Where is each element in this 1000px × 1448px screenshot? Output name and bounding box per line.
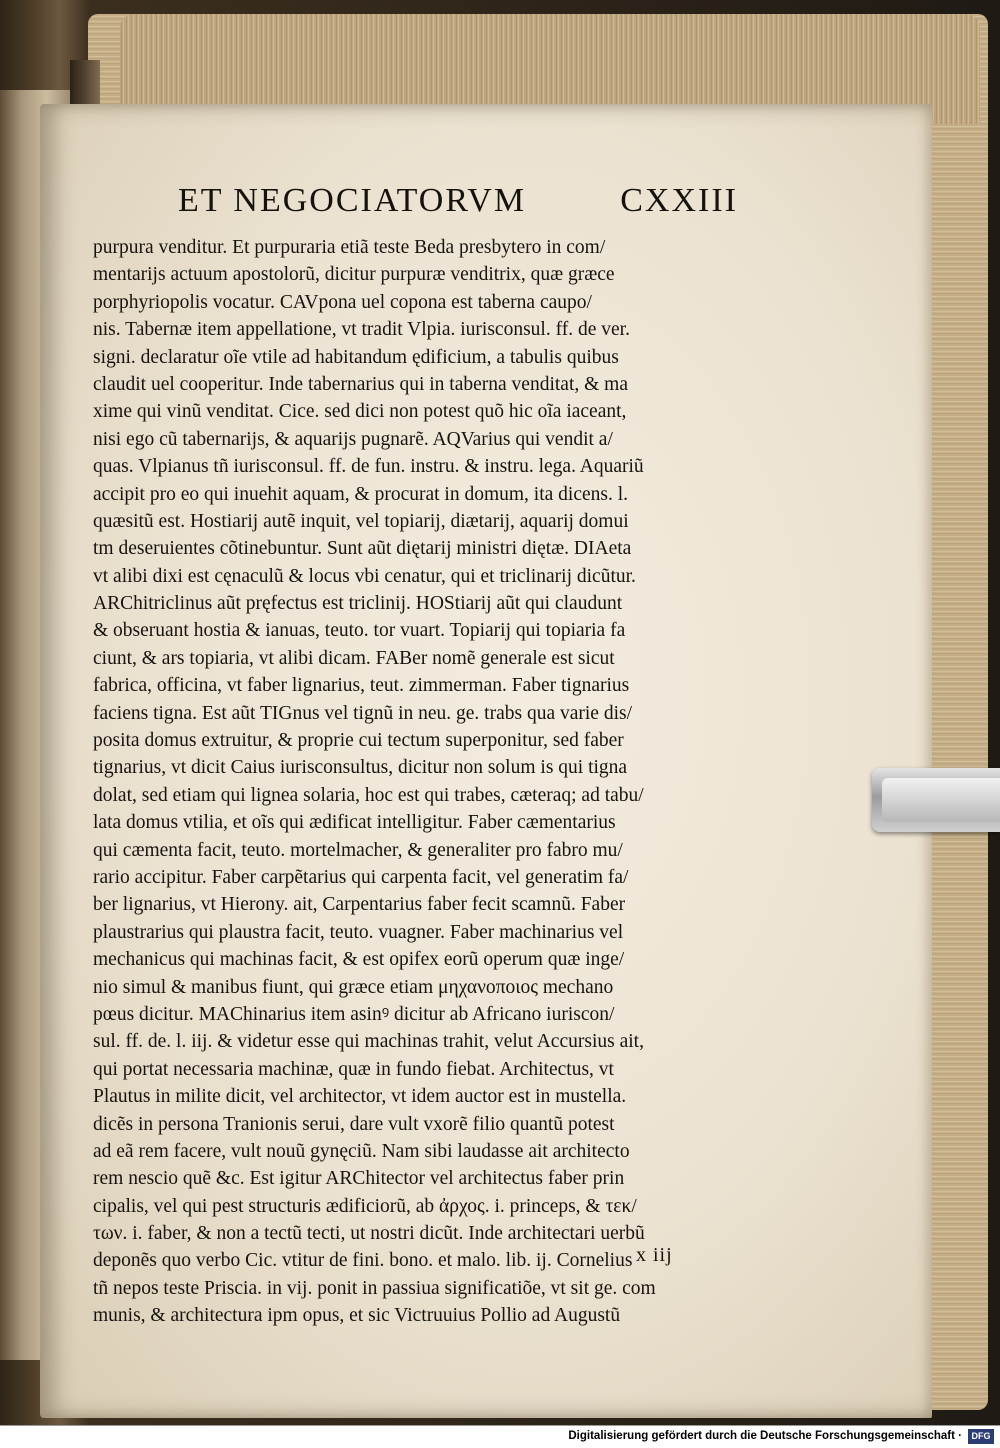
text-line: dolat, sed etiam qui lignea solaria, hoc est qui trabes, cæteraq; ad tabu/ — [93, 784, 644, 806]
signature-mark: x iij — [636, 1244, 673, 1266]
text-line: quæsitũ est. Hostiarij autẽ inquit, vel topiarij, diætarij, aquarij domui — [93, 510, 629, 532]
text-line: faciens tigna. Est aũt TIGnus vel tignũ in neu. ge. trabs qua varie dis/ — [93, 702, 633, 724]
funding-credit: Digitalisierung gefördert durch die Deutsche Forschungsgemeinschaft · — [568, 1430, 962, 1442]
text-line: mechanicus qui machinas facit, & est opifex eorũ operum quæ inge/ — [93, 949, 625, 971]
dfg-logo-icon: DFG — [968, 1429, 994, 1444]
body-text — [93, 234, 743, 1330]
text-line: qui cæmenta facit, teuto. mortelmacher, & generaliter pro fabro mu/ — [93, 839, 623, 861]
text-line: mentarijs actuum apostolorũ, dicitur purpuræ venditrix, quæ græce — [93, 264, 615, 286]
text-line: dicẽs in persona Tranionis serui, dare vult vxorẽ filio quantũ potest — [93, 1113, 615, 1135]
text-line: nio simul & manibus fiunt, qui græce etiam μηχανοποιος mechano — [93, 976, 614, 998]
text-line: nisi ego cũ tabernarijs, & aquarijs pugnarẽ. AQVarius qui vendit a/ — [93, 428, 613, 450]
text-line: των. i. faber, & non a tectũ tecti, ut nostri dicũt. Inde architectari uerbũ — [93, 1223, 645, 1245]
text-line: xime qui vinũ venditat. Cice. sed dici non potest quõ hic oĩa iaceant, — [93, 401, 627, 423]
page-clip-highlight — [882, 778, 1000, 822]
text-line: quas. Vlpianus tñ iurisconsul. ff. de fun. instru. & instru. lega. Aquariũ — [93, 456, 644, 478]
running-title: ET NEGOCIATORVM — [178, 182, 527, 219]
text-line: tñ nepos teste Priscia. in vij. ponit in passiua significatiõe, vt sit ge. com — [93, 1277, 656, 1299]
text-line: vt alibi dixi est cęnaculũ & locus vbi cenatur, qui et triclinarij dicũtur. — [93, 565, 636, 587]
text-line: lata domus vtilia, et oĩs qui ædificat intelligitur. Faber cæmentarius — [93, 812, 616, 834]
text-line: nis. Tabernæ item appellatione, vt tradit Vlpia. iurisconsul. ff. de ver. — [93, 319, 630, 341]
text-line: rem nescio quẽ &c. Est igitur ARChitector vel architectus faber prin — [93, 1168, 625, 1190]
text-line: tm deseruientes cõtinebuntur. Sunt aũt diętarij ministri diętæ. DIAeta — [93, 538, 632, 560]
text-line: accipit pro eo qui inuehit aquam, & procurat in domum, ita dicens. l. — [93, 483, 629, 505]
text-line: claudit uel cooperitur. Inde tabernarius qui in taberna venditat, & ma — [93, 373, 628, 395]
text-line: pœus dicitur. MAChinarius item asinꝰ dicitur ab Africano iuriscon/ — [93, 1003, 615, 1025]
folio-number: CXXIII — [620, 182, 738, 219]
text-line: plaustrarius qui plaustra facit, teuto. vuagner. Faber machinarius vel — [93, 921, 624, 943]
page-clip — [872, 768, 1000, 832]
page-header — [178, 182, 738, 230]
text-line: qui portat necessaria machinæ, quæ in fundo fiebat. Architectus, vt — [93, 1058, 614, 1080]
text-line: ber lignarius, vt Hierony. ait, Carpentarius faber fecit scamnũ. Faber — [93, 894, 626, 916]
text-line: deponẽs quo verbo Cic. vtitur de fini. bono. et malo. lib. ij. Cornelius — [93, 1250, 633, 1272]
text-line: porphyriopolis vocatur. CAVpona uel copona est taberna caupo/ — [93, 291, 592, 313]
footer-bar — [0, 1425, 1000, 1448]
text-line: posita domus extruitur, & proprie cui tectum superponitur, sed faber — [93, 730, 624, 752]
text-line: rario accipitur. Faber carpẽtarius qui carpenta facit, vel generatim fa/ — [93, 866, 629, 888]
text-line: sul. ff. de. l. iij. & videtur esse qui machinas trahit, velut Accursius ait, — [93, 1031, 644, 1053]
text-line: fabrica, officina, vt faber lignarius, teut. zimmerman. Faber tignarius — [93, 675, 630, 697]
text-line: munis, & architectura ipm opus, et sic Victruuius Pollio ad Augustũ — [93, 1305, 621, 1327]
text-line: ad eã rem facere, vult nouũ gynęciũ. Nam sibi laudasse ait architecto — [93, 1140, 630, 1162]
text-line: purpura venditur. Et purpuraria etiã teste Beda presbytero in com/ — [93, 237, 606, 258]
text-line: cipalis, vel qui pest structuris ædificiorũ, ab ἀρχος. i. princeps, & τεκ/ — [93, 1195, 637, 1217]
text-line: signi. declaratur oĩe vtile ad habitandum ędificium, a tabulis quibus — [93, 346, 619, 368]
text-line: Plautus in milite dicit, vel architector, vt idem auctor est in mustella. — [93, 1086, 627, 1108]
text-line: & obseruant hostia & ianuas, teuto. tor vuart. Topiarij qui topiaria fa — [93, 620, 626, 642]
text-line: tignarius, vt dicit Caius iurisconsultus, dicitur non solum is qui tigna — [93, 757, 628, 779]
text-line: ciunt, & ars topiaria, vt alibi dicam. FABer nomẽ generale est sicut — [93, 647, 615, 669]
text-line: ARChitriclinus aũt pręfectus est triclinij. HOStiarij aũt qui claudunt — [93, 593, 623, 615]
